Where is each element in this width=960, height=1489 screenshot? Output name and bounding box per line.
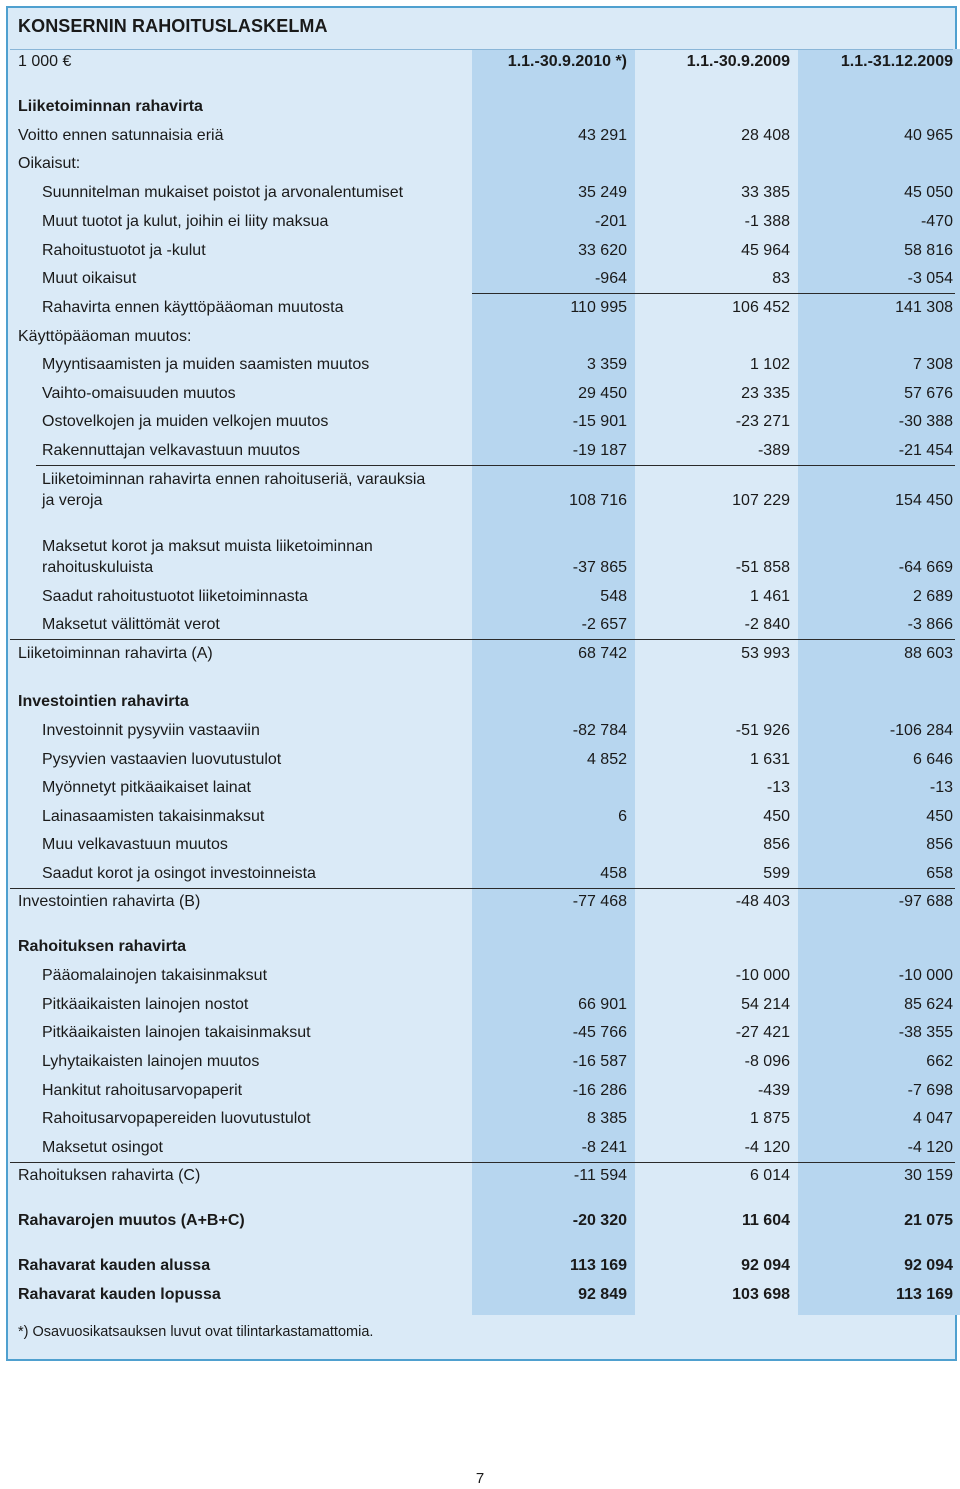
value-2010: -201 <box>594 213 627 230</box>
value-2010: -16 286 <box>572 1082 627 1099</box>
cash-flow-statement-panel <box>6 6 957 1361</box>
value-2010: 8 385 <box>586 1110 627 1127</box>
row-label: Liiketoiminnan rahavirta <box>18 98 203 115</box>
value-2009-q3: -48 403 <box>735 893 790 910</box>
value-2009-q3: -8 096 <box>744 1053 790 1070</box>
value-2010: -16 587 <box>572 1053 627 1070</box>
value-2009-full: 45 050 <box>904 184 953 201</box>
value-2009-full: 154 450 <box>895 492 953 509</box>
value-2009-full: -10 000 <box>898 967 953 984</box>
column-header-2009-full: 1.1.-31.12.2009 <box>840 53 953 70</box>
row-label: rahoituskuluista <box>42 559 154 576</box>
value-2009-q3: 1 102 <box>749 356 790 373</box>
value-2009-q3: -439 <box>757 1082 790 1099</box>
value-2010: 6 <box>618 808 627 825</box>
value-2009-full: -13 <box>929 779 953 796</box>
value-2009-full: -470 <box>920 213 953 230</box>
row-label: Oikaisut: <box>18 155 81 172</box>
value-2009-full: 658 <box>926 865 953 882</box>
value-2009-full: -7 698 <box>907 1082 953 1099</box>
row-label: Rahoitusarvopapereiden luovutustulot <box>42 1110 311 1127</box>
row-label: Muu velkavastuun muutos <box>42 836 228 853</box>
value-2009-full: 30 159 <box>904 1167 953 1184</box>
value-2009-full: -3 054 <box>907 270 953 287</box>
row-label: Investoinnit pysyviin vastaaviin <box>42 722 260 739</box>
header-divider <box>10 49 953 50</box>
value-2009-full: 6 646 <box>912 751 953 768</box>
value-2009-full: 57 676 <box>904 385 953 402</box>
value-2009-q3: -51 858 <box>735 559 790 576</box>
row-label: Myyntisaamisten ja muiden saamisten muutos <box>42 356 370 373</box>
value-2010: -964 <box>594 270 627 287</box>
value-2009-full: 88 603 <box>904 645 953 662</box>
value-2009-full: -106 284 <box>889 722 953 739</box>
value-2009-full: 4 047 <box>912 1110 953 1127</box>
row-label: Rahavarat kauden alussa <box>18 1257 211 1274</box>
value-2009-q3: 83 <box>772 270 790 287</box>
row-label: Maksetut korot ja maksut muista liiketoiminnan <box>42 538 373 555</box>
value-2009-q3: 450 <box>763 808 790 825</box>
value-2010: -15 901 <box>572 413 627 430</box>
value-2009-q3: 53 993 <box>741 645 790 662</box>
value-2010: 110 995 <box>570 299 627 316</box>
value-2009-q3: 107 229 <box>732 492 790 509</box>
value-2009-q3: -51 926 <box>735 722 790 739</box>
value-2009-q3: 33 385 <box>741 184 790 201</box>
row-label: Pysyvien vastaavien luovutustulot <box>42 751 282 768</box>
value-2009-q3: 106 452 <box>732 299 790 316</box>
value-2009-q3: 6 014 <box>749 1167 790 1184</box>
row-label: Liiketoiminnan rahavirta (A) <box>18 645 213 662</box>
total-rule <box>10 888 955 889</box>
value-2009-q3: 45 964 <box>741 242 790 259</box>
value-2009-q3: -389 <box>757 442 790 459</box>
value-2010: 33 620 <box>578 242 627 259</box>
value-2010: -19 187 <box>572 442 627 459</box>
value-2009-full: 7 308 <box>912 356 953 373</box>
value-2009-q3: -27 421 <box>735 1024 790 1041</box>
row-label: Muut tuotot ja kulut, joihin ei liity maksua <box>42 213 329 230</box>
value-2009-q3: -13 <box>766 779 790 796</box>
row-label: Saadut korot ja osingot investoinneista <box>42 865 316 882</box>
value-2009-full: 141 308 <box>895 299 953 316</box>
value-2009-q3: -23 271 <box>735 413 790 430</box>
row-label: Myönnetyt pitkäaikaiset lainat <box>42 779 251 796</box>
value-2009-q3: 1 461 <box>749 588 790 605</box>
value-2010: 3 359 <box>586 356 627 373</box>
row-label: Rahavirta ennen käyttöpääoman muutosta <box>42 299 344 316</box>
row-label: Käyttöpääoman muutos: <box>18 328 192 345</box>
row-label: Lyhytaikaisten lainojen muutos <box>42 1053 260 1070</box>
row-label: Vaihto-omaisuuden muutos <box>42 385 236 402</box>
row-label: Rahoitustuotot ja -kulut <box>42 242 206 259</box>
value-2010: 68 742 <box>578 645 627 662</box>
value-2009-q3: -2 840 <box>744 616 790 633</box>
value-2009-full: -21 454 <box>898 442 953 459</box>
value-2010: 548 <box>600 588 627 605</box>
row-label: Maksetut välittömät verot <box>42 616 220 633</box>
value-2009-full: -3 866 <box>907 616 953 633</box>
value-2009-full: 58 816 <box>904 242 953 259</box>
value-2009-q3: 856 <box>763 836 790 853</box>
row-label: Investointien rahavirta <box>18 693 189 710</box>
value-2009-full: -38 355 <box>898 1024 953 1041</box>
row-label: Investointien rahavirta (B) <box>18 893 201 910</box>
value-2009-q3: 23 335 <box>741 385 790 402</box>
row-label: ja veroja <box>42 492 103 509</box>
value-2010: 113 169 <box>570 1257 627 1274</box>
total-rule <box>10 639 955 640</box>
value-2009-full: -64 669 <box>898 559 953 576</box>
value-2009-full: 856 <box>926 836 953 853</box>
value-2010: -11 594 <box>573 1167 627 1184</box>
value-2010: -45 766 <box>572 1024 627 1041</box>
column-header-2010: 1.1.-30.9.2010 *) <box>507 53 627 70</box>
value-2009-q3: -10 000 <box>735 967 790 984</box>
row-label: Pitkäaikaisten lainojen nostot <box>42 996 249 1013</box>
row-label: Muut oikaisut <box>42 270 137 287</box>
value-2009-q3: -4 120 <box>744 1139 790 1156</box>
value-2010: 66 901 <box>578 996 627 1013</box>
row-label: Rakennuttajan velkavastuun muutos <box>42 442 300 459</box>
value-2010: -20 320 <box>572 1212 627 1229</box>
value-2009-full: 85 624 <box>904 996 953 1013</box>
value-2010: 458 <box>600 865 627 882</box>
value-2009-full: -30 388 <box>898 413 953 430</box>
row-label: Rahoituksen rahavirta (C) <box>18 1167 201 1184</box>
value-2009-full: 113 169 <box>896 1286 953 1303</box>
value-2009-full: 450 <box>926 808 953 825</box>
value-2009-full: 92 094 <box>904 1257 953 1274</box>
value-2009-q3: -1 388 <box>744 213 790 230</box>
footnote: *) Osavuosikatsauksen luvut ovat tilintarkastamattomia. <box>18 1324 374 1340</box>
row-label: Pääomalainojen takaisinmaksut <box>42 967 268 984</box>
row-label: Ostovelkojen ja muiden velkojen muutos <box>42 413 329 430</box>
row-label: Maksetut osingot <box>42 1139 163 1156</box>
value-2010: 29 450 <box>578 385 627 402</box>
value-2010: -8 241 <box>581 1139 627 1156</box>
row-label: Saadut rahoitustuotot liiketoiminnasta <box>42 588 308 605</box>
value-2009-full: 662 <box>926 1053 953 1070</box>
subtotal-rule <box>472 293 955 294</box>
row-label: Voitto ennen satunnaisia eriä <box>18 127 224 144</box>
column-header-2009-q3: 1.1.-30.9.2009 <box>686 53 790 70</box>
row-label: Suunnitelman mukaiset poistot ja arvonalentumiset <box>42 184 404 201</box>
row-label: Hankitut rahoitusarvopaperit <box>42 1082 243 1099</box>
value-2009-q3: 103 698 <box>732 1286 790 1303</box>
value-2009-q3: 28 408 <box>741 127 790 144</box>
value-2010: -77 468 <box>572 893 627 910</box>
value-2009-full: 21 075 <box>904 1212 953 1229</box>
value-2009-q3: 11 604 <box>741 1212 790 1229</box>
statement-title: KONSERNIN RAHOITUSLASKELMA <box>18 16 328 36</box>
row-label: Rahoituksen rahavirta <box>18 938 187 955</box>
value-2009-q3: 599 <box>763 865 790 882</box>
value-2009-full: 2 689 <box>912 588 953 605</box>
value-2009-full: -97 688 <box>898 893 953 910</box>
value-2009-q3: 92 094 <box>741 1257 790 1274</box>
total-rule <box>10 1162 955 1163</box>
value-2010: -82 784 <box>572 722 627 739</box>
value-2010: 92 849 <box>578 1286 627 1303</box>
unit-label: 1 000 € <box>18 53 72 70</box>
value-2009-q3: 1 631 <box>749 751 790 768</box>
row-label: Lainasaamisten takaisinmaksut <box>42 808 265 825</box>
value-2010: 35 249 <box>578 184 627 201</box>
value-2010: -2 657 <box>581 616 627 633</box>
value-2009-q3: 1 875 <box>749 1110 790 1127</box>
row-label: Rahavarojen muutos (A+B+C) <box>18 1212 245 1229</box>
value-2010: 4 852 <box>586 751 627 768</box>
value-2010: 43 291 <box>578 127 627 144</box>
row-label: Pitkäaikaisten lainojen takaisinmaksut <box>42 1024 311 1041</box>
row-label: Rahavarat kauden lopussa <box>18 1286 221 1303</box>
value-2009-full: 40 965 <box>904 127 953 144</box>
value-2010: 108 716 <box>569 492 627 509</box>
value-2010: -37 865 <box>572 559 627 576</box>
row-label: Liiketoiminnan rahavirta ennen rahoituseriä, varauksia <box>42 471 426 488</box>
page-number: 7 <box>475 1470 485 1487</box>
subtotal-rule <box>36 465 955 466</box>
value-2009-full: -4 120 <box>907 1139 953 1156</box>
value-2009-q3: 54 214 <box>741 996 790 1013</box>
